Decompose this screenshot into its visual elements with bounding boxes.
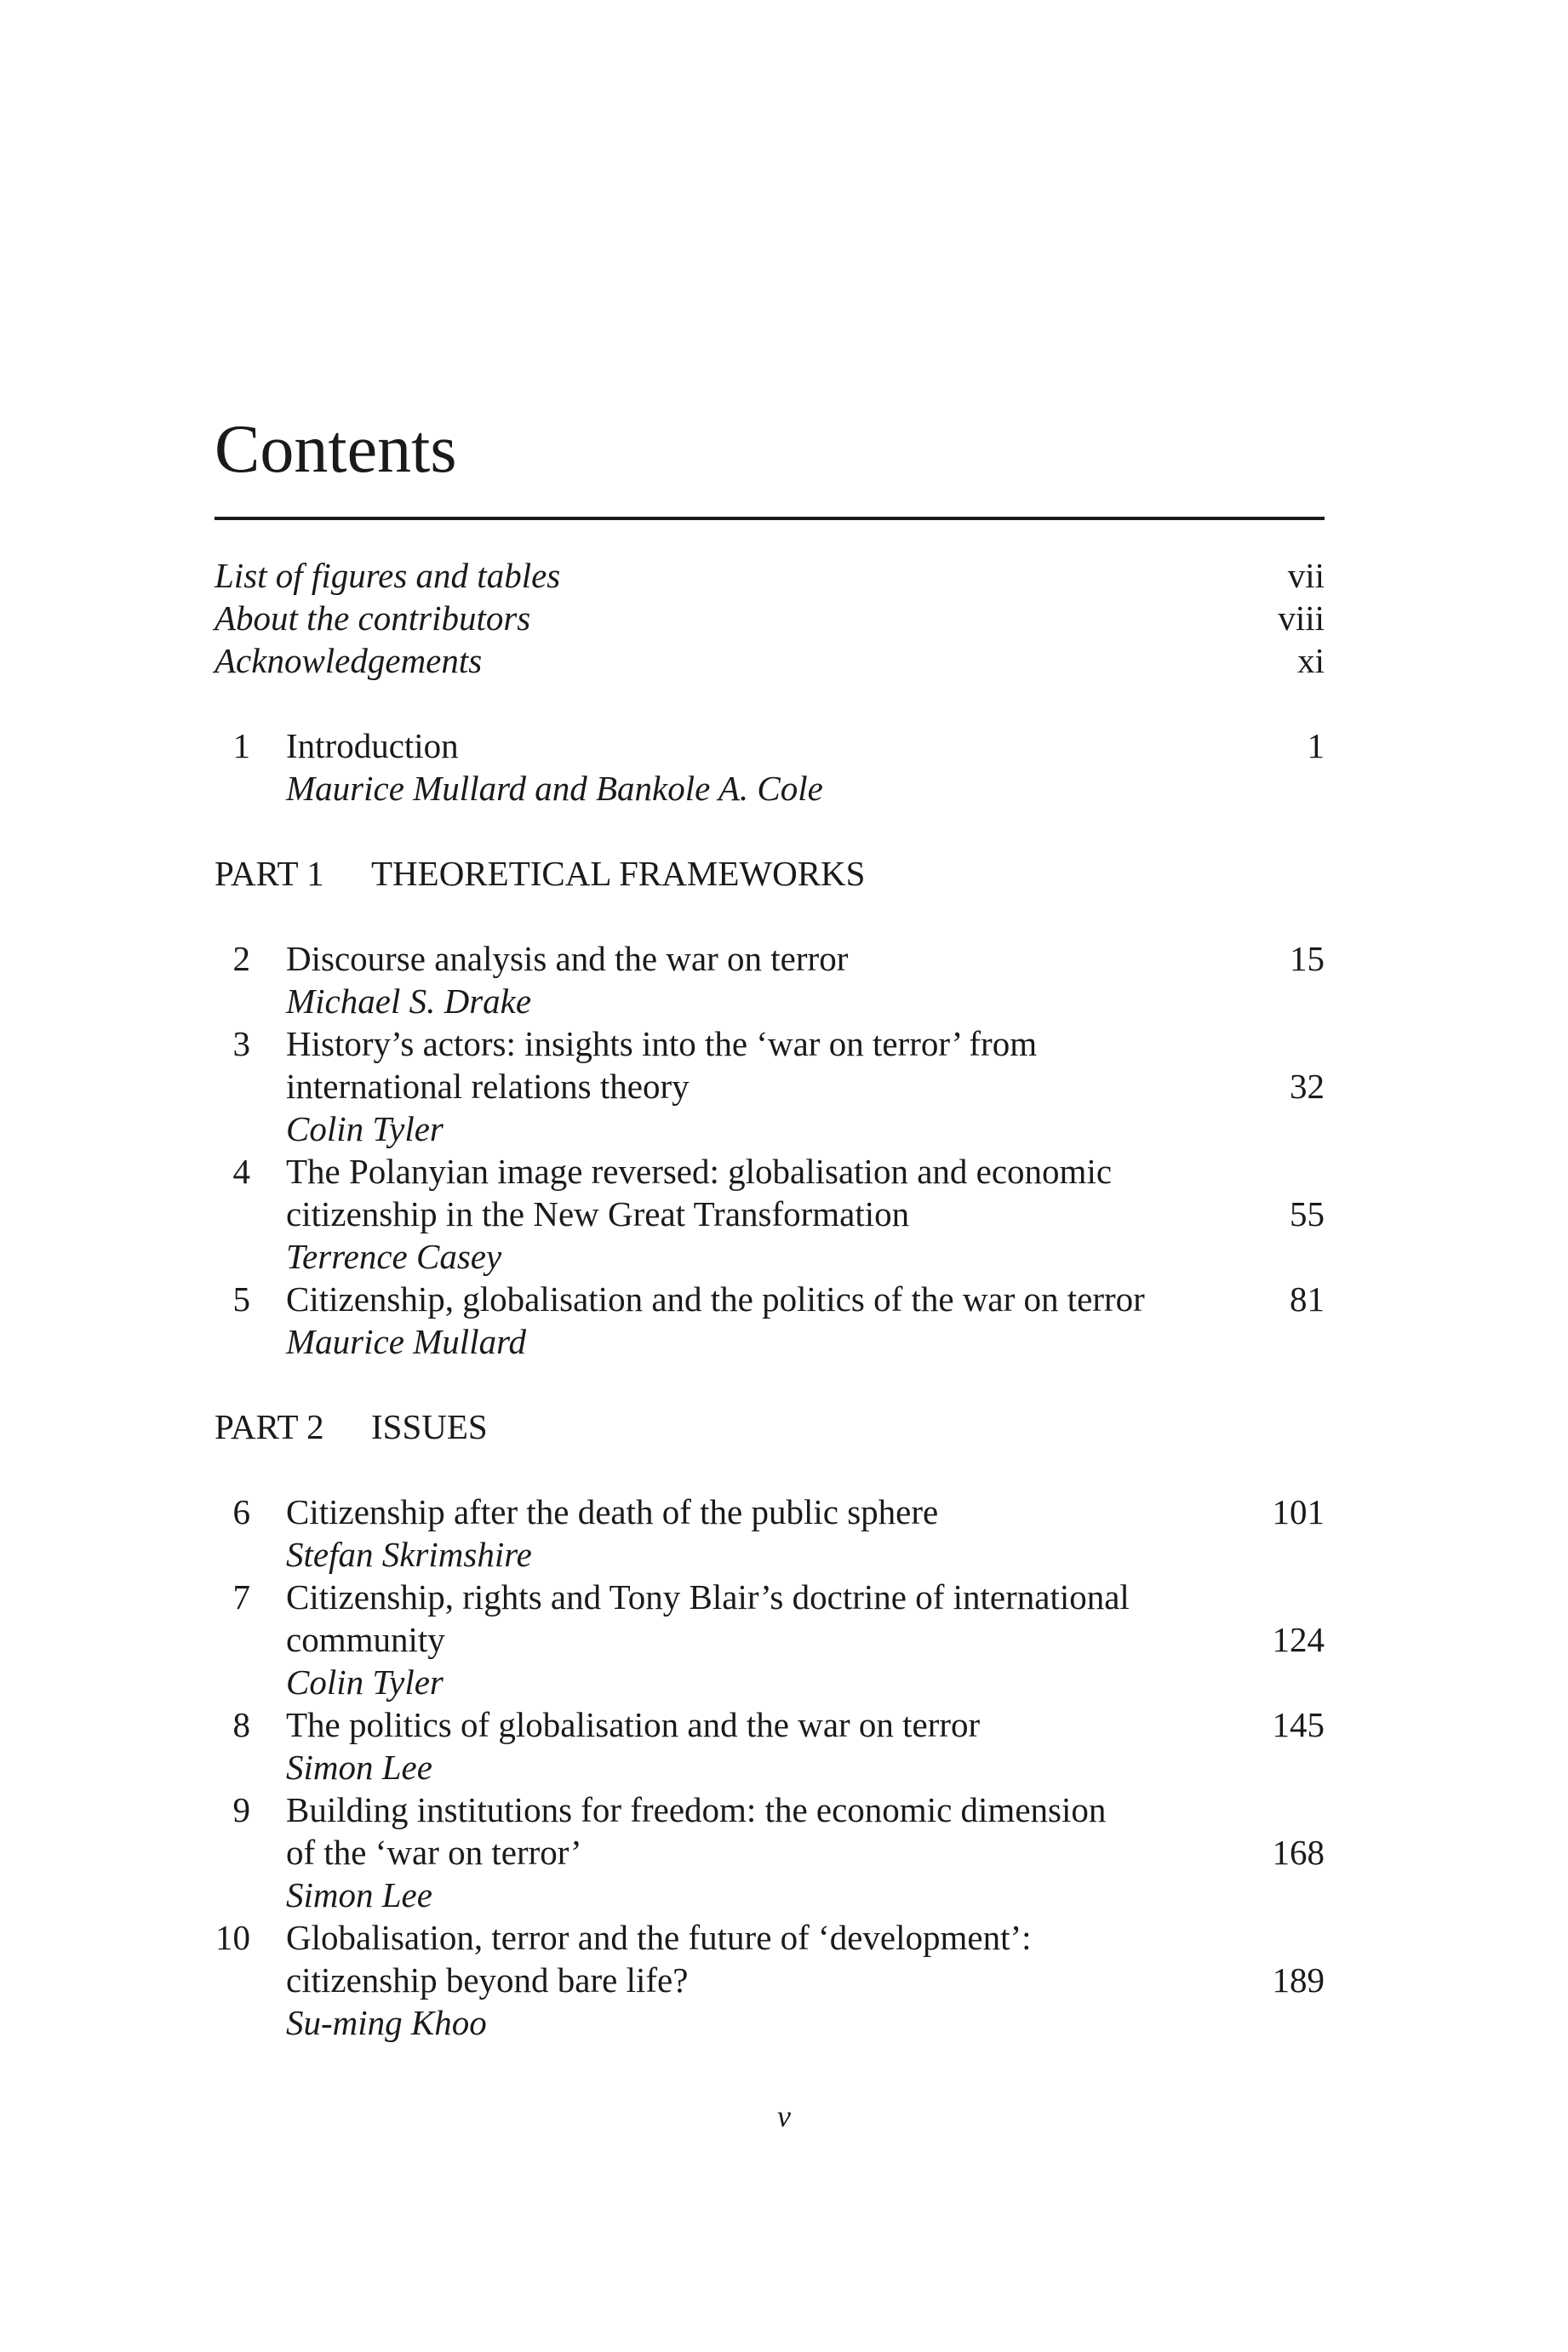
toc-chapter-9[interactable] bbox=[215, 1788, 1325, 1831]
toc-front-matter[interactable] bbox=[215, 639, 1325, 682]
toc-chapter-6[interactable] bbox=[215, 1491, 1325, 1533]
part-title: ISSUES bbox=[371, 1407, 488, 1446]
chapter-title: The politics of globalisation and the war on terror bbox=[286, 1705, 981, 1744]
front-matter-page: viii bbox=[1278, 598, 1325, 638]
chapter-author: Maurice Mullard bbox=[286, 1322, 527, 1361]
chapter-title: Globalisation, terror and the future of ‘development’: bbox=[286, 1918, 1032, 1957]
toc-chapter-4-cont[interactable] bbox=[215, 1193, 1325, 1235]
front-matter-label: Acknowledgements bbox=[215, 641, 483, 680]
chapter-title: History’s actors: insights into the ‘war on terror’ from bbox=[286, 1024, 1038, 1063]
toc-chapter-2[interactable] bbox=[215, 937, 1325, 980]
toc-chapter-8[interactable] bbox=[215, 1703, 1325, 1746]
toc-chapter-7[interactable] bbox=[215, 1576, 1325, 1618]
chapter-page: 81 bbox=[1290, 1279, 1325, 1319]
front-matter-label: List of figures and tables bbox=[215, 556, 561, 595]
toc-chapter-3[interactable] bbox=[215, 1022, 1325, 1065]
toc-front-matter[interactable] bbox=[215, 597, 1325, 639]
chapter-number: 1 bbox=[232, 726, 250, 765]
toc-chapter-10[interactable] bbox=[215, 1916, 1325, 1959]
chapter-author-line bbox=[215, 1874, 1325, 1916]
part-number: PART 2 bbox=[215, 1407, 324, 1446]
toc-chapter-10-cont[interactable] bbox=[215, 1959, 1325, 2001]
chapter-title: citizenship beyond bare life? bbox=[286, 1960, 689, 2000]
front-matter-page: vii bbox=[1287, 556, 1325, 595]
chapter-page: 189 bbox=[1272, 1960, 1325, 2000]
chapter-number: 9 bbox=[232, 1790, 250, 1829]
chapter-author-line bbox=[215, 767, 1325, 810]
chapter-page: 168 bbox=[1272, 1833, 1325, 1872]
toc-chapter-9-cont[interactable] bbox=[215, 1831, 1325, 1874]
chapter-number: 5 bbox=[232, 1279, 250, 1319]
toc-front-matter[interactable] bbox=[215, 554, 1325, 597]
chapter-author-line bbox=[215, 1107, 1325, 1150]
chapter-author-line bbox=[215, 1235, 1325, 1278]
chapter-author: Terrence Casey bbox=[286, 1237, 502, 1276]
chapter-title: community bbox=[286, 1620, 445, 1659]
chapter-number: 3 bbox=[232, 1024, 250, 1063]
front-matter-page: xi bbox=[1297, 641, 1325, 680]
chapter-author: Colin Tyler bbox=[286, 1662, 444, 1702]
part-title: THEORETICAL FRAMEWORKS bbox=[371, 854, 866, 893]
chapter-title: The Polanyian image reversed: globalisation and economic bbox=[286, 1152, 1113, 1191]
chapter-number: 10 bbox=[215, 1918, 250, 1957]
chapter-title: Discourse analysis and the war on terror bbox=[286, 939, 849, 978]
chapter-page: 124 bbox=[1272, 1620, 1325, 1659]
chapter-author: Michael S. Drake bbox=[286, 981, 532, 1021]
chapter-number: 8 bbox=[232, 1705, 250, 1744]
chapter-author-line bbox=[215, 2001, 1325, 2044]
chapter-title: Citizenship after the death of the public sphere bbox=[286, 1492, 939, 1531]
front-matter-label: About the contributors bbox=[215, 598, 531, 638]
chapter-number: 4 bbox=[232, 1152, 250, 1191]
chapter-page: 1 bbox=[1307, 726, 1325, 765]
toc-chapter-7-cont[interactable] bbox=[215, 1618, 1325, 1661]
chapter-number: 2 bbox=[232, 939, 250, 978]
chapter-author-line bbox=[215, 1661, 1325, 1703]
chapter-author-line bbox=[215, 1746, 1325, 1788]
chapter-page: 145 bbox=[1272, 1705, 1325, 1744]
title-rule bbox=[215, 517, 1325, 520]
part-heading bbox=[215, 1405, 1325, 1448]
chapter-title: Citizenship, globalisation and the politics of the war on terror bbox=[286, 1279, 1145, 1319]
chapter-author: Su-ming Khoo bbox=[286, 2003, 487, 2042]
chapter-page: 101 bbox=[1272, 1492, 1325, 1531]
chapter-author-line bbox=[215, 980, 1325, 1022]
chapter-number: 7 bbox=[232, 1577, 250, 1617]
toc-chapter-1[interactable] bbox=[215, 724, 1325, 767]
page-folio: v bbox=[777, 2099, 791, 2133]
chapter-author: Stefan Skrimshire bbox=[286, 1535, 532, 1574]
chapter-title: Citizenship, rights and Tony Blair’s doctrine of international bbox=[286, 1577, 1130, 1617]
chapter-author-line bbox=[215, 1320, 1325, 1363]
chapter-author: Maurice Mullard and Bankole A. Cole bbox=[286, 769, 823, 808]
chapter-title: citizenship in the New Great Transformation bbox=[286, 1194, 910, 1233]
chapter-title: Introduction bbox=[286, 726, 459, 765]
chapter-title: international relations theory bbox=[286, 1067, 690, 1106]
chapter-author: Simon Lee bbox=[286, 1748, 432, 1787]
chapter-title: of the ‘war on terror’ bbox=[286, 1833, 582, 1872]
part-number: PART 1 bbox=[215, 854, 324, 893]
part-heading bbox=[215, 852, 1325, 895]
chapter-number: 6 bbox=[232, 1492, 250, 1531]
chapter-author: Colin Tyler bbox=[286, 1109, 444, 1148]
page-title: Contents bbox=[215, 412, 457, 487]
chapter-page: 55 bbox=[1290, 1194, 1325, 1233]
chapter-author-line bbox=[215, 1533, 1325, 1576]
chapter-title: Building institutions for freedom: the economic dimension bbox=[286, 1790, 1107, 1829]
toc-chapter-5[interactable] bbox=[215, 1278, 1325, 1320]
toc-chapter-3-cont[interactable] bbox=[215, 1065, 1325, 1107]
chapter-page: 32 bbox=[1290, 1067, 1325, 1106]
chapter-page: 15 bbox=[1290, 939, 1325, 978]
chapter-author: Simon Lee bbox=[286, 1875, 432, 1914]
toc-chapter-4[interactable] bbox=[215, 1150, 1325, 1193]
